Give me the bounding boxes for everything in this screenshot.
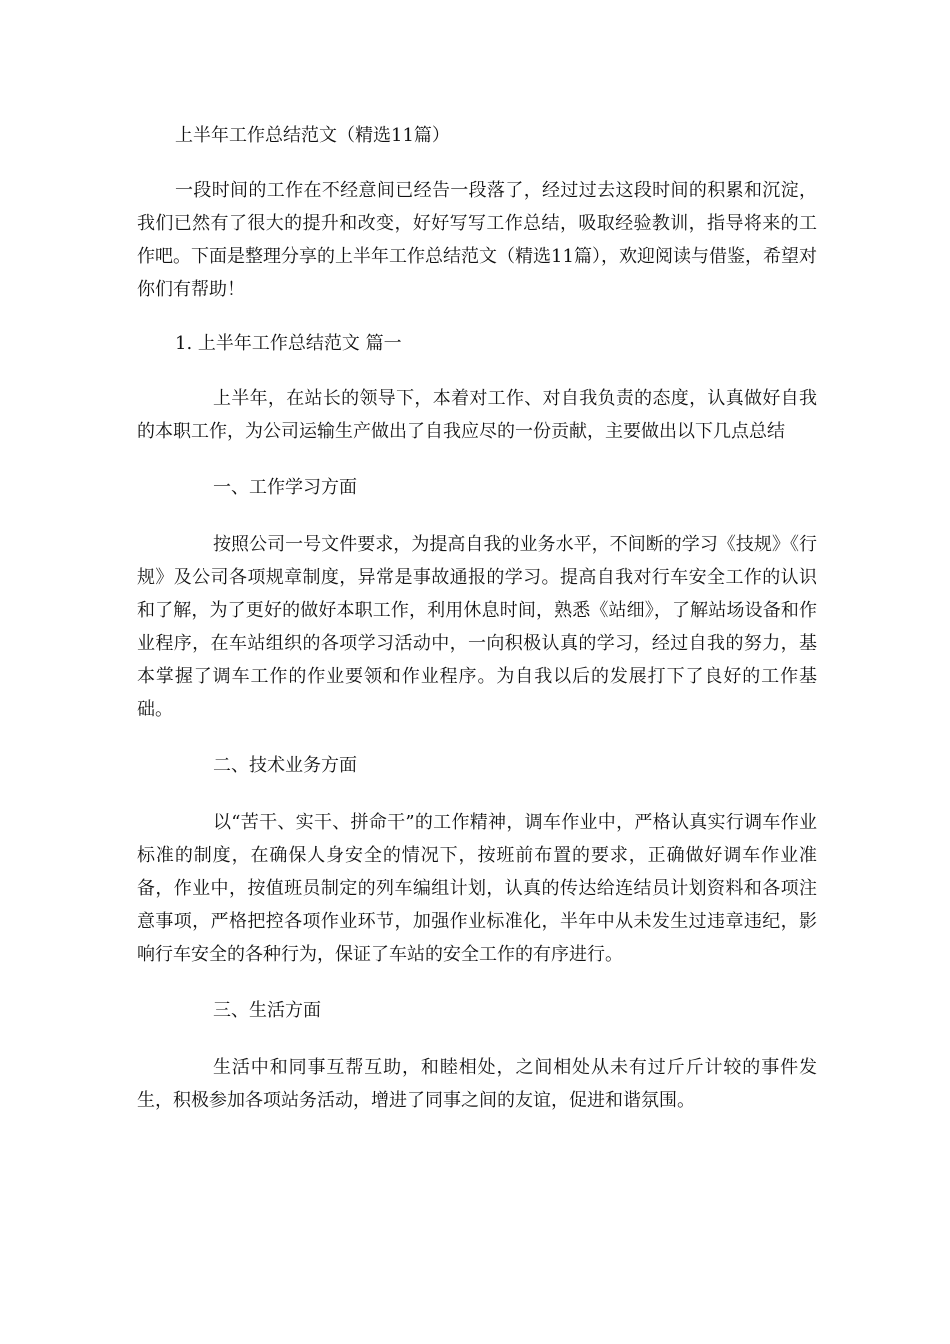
document-page: [137, 120, 817, 1117]
article-heading: 1. 上半年工作总结范文 篇一: [175, 333, 402, 354]
intro-paragraph: 一段时间的工作在不经意间已经告一段落了，经过过去这段时间的积累和沉淀，我们已然有了很大的提升和改变，好好写写工作总结，吸取经验教训，指导将来的工作吧。下面是整理分享的上半年工作总结范文（精选11篇），欢迎阅读与借鉴，希望对你们有帮助！: [137, 180, 817, 300]
section-text-technical: 以“苦干、实干、拼命干”的工作精神，调车作业中，严格认真实行调车作业标准的制度，在确保人身安全的情况下，按班前布置的要求，正确做好调车作业准备，作业中，按值班员制定的列车编组计划，认真的传达给连结员计划资料和各项注意事项，严格把控各项作业环节，加强作业标准化，半年中从未发生过违章违纪，影响行车安全的各种行为，保证了车站的安全工作的有序进行。: [137, 812, 817, 965]
section-text-work-study: 按照公司一号文件要求，为提高自我的业务水平，不间断的学习《技规》《行规》及公司各项规章制度，异常是事故通报的学习。提高自我对行车安全工作的认识和了解，为了更好的做好本职工作，利用休息时间，熟悉《站细》，了解站场设备和作业程序，在车站组织的各项学习活动中，一向积极认真的学习，经过自我的努力，基本掌握了调车工作的作业要领和作业程序。为自我以后的发展打下了良好的工作基础。: [137, 534, 817, 720]
section-heading-work-study: 一、工作学习方面: [213, 477, 357, 498]
section-heading-life: 三、生活方面: [213, 1000, 321, 1021]
section-text-life: 生活中和同事互帮互助，和睦相处，之间相处从未有过斤斤计较的事件发生，积极参加各项站务活动，增进了同事之间的友谊，促进和谐氛围。: [137, 1057, 817, 1111]
article-intro-paragraph: 上半年，在站长的领导下，本着对工作、对自我负责的态度，认真做好自我的本职工作，为公司运输生产做出了自我应尽的一份贡献，主要做出以下几点总结: [137, 388, 817, 442]
document-title: 上半年工作总结范文（精选11篇）: [175, 125, 450, 146]
section-heading-technical: 二、技术业务方面: [213, 755, 357, 776]
